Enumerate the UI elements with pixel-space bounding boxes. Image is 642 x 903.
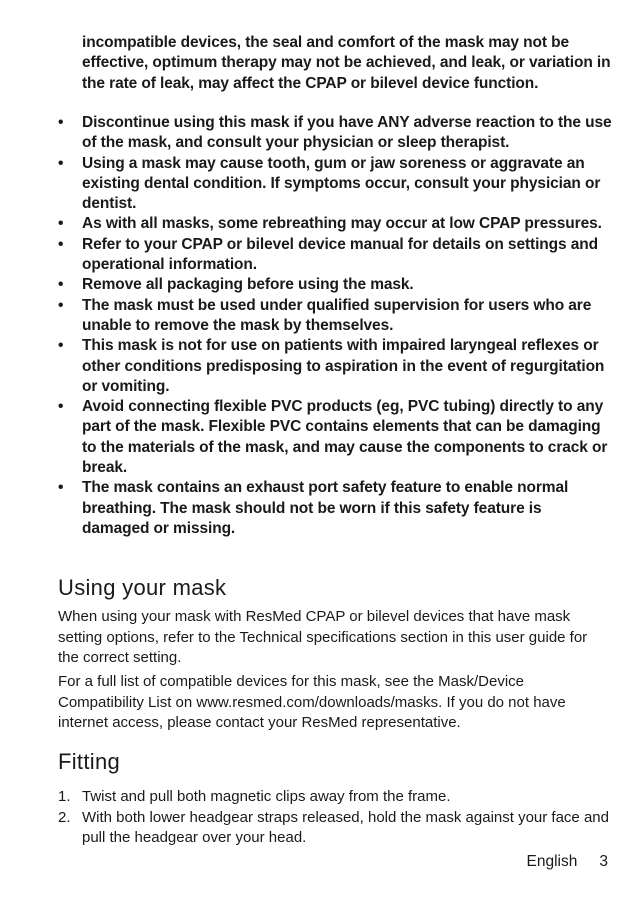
warning-text: The mask must be used under qualified supervision for users who are unable to remove the mask by themselves. [82,296,592,334]
warning-item [0,397,642,478]
bullet-icon: • [58,215,64,233]
fitting-heading: Fitting [58,749,121,774]
step-number: 2. [58,808,71,826]
warning-text: Discontinue using this mask if you have ANY adverse reaction to the use of the mask, and consult your physician or sleep therapist. [82,114,612,152]
warning-text: As with all masks, some rebreathing may occur at low CPAP pressures. [82,215,602,233]
warning-item [0,154,642,215]
bullet-icon: • [58,235,64,253]
using-mask-heading: Using your mask [58,575,227,600]
warning-item [0,336,642,397]
fitting-steps [0,787,642,849]
warning-text: Using a mask may cause tooth, gum or jaw soreness or aggravate an existing dental condition. If symptoms occur, consult your physician or dentist. [82,154,601,213]
bullet-icon: • [58,276,64,294]
warning-text: Remove all packaging before using the mask. [82,276,414,294]
warning-item [0,214,642,234]
bullet-icon: • [58,154,64,172]
warning-item [0,296,642,337]
warning-item [0,275,642,295]
page-number: 3 [599,853,608,870]
bullet-icon: • [58,337,64,355]
step-text: Twist and pull both magnetic clips away from the frame. [82,788,451,805]
step-text: With both lower headgear straps released, hold the mask against your face and pull the headgear over your head. [82,808,609,846]
compatibility-paragraph: For a full list of compatible devices for this mask, see the Mask/Device Compatibility List on www.resmed.com/downloads/masks. If you do not have internet access, please contact your ResMed representative. [58,673,566,731]
warning-continuation: incompatible devices, the seal and comfort of the mask may not be effective, optimum therapy may not be achieved, and leak, or variation in the rate of leak, may affect the CPAP or bilevel device function. [82,34,611,92]
bullet-icon: • [58,479,64,497]
step-number: 1. [58,788,71,805]
warning-text: Refer to your CPAP or bilevel device manual for details on settings and operational information. [82,235,599,274]
warning-text: Avoid connecting flexible PVC products (eg, PVC tubing) directly to any part of the mask. Flexible PVC contains elements that can be damaging to the materials of the mask, and may cause the components to crack or break. [82,398,608,477]
footer-language: English [526,853,578,870]
warning-item [0,235,642,276]
warning-item [0,113,642,154]
warning-text: The mask contains an exhaust port safety feature to enable normal breathing. The mask should not be worn if this safety feature is damaged or missing. [82,479,569,537]
bullet-icon: • [58,398,64,416]
warnings-list [0,113,642,539]
page-footer [527,852,608,872]
fitting-step [0,787,642,808]
fitting-step [0,808,642,849]
bullet-icon: • [58,296,64,314]
bullet-icon: • [58,114,64,131]
using-paragraph: When using your mask with ResMed CPAP or bilevel devices that have mask setting options, refer to the Technical specifications section in this user guide for the correct setting. [58,608,588,666]
warning-item [0,478,642,539]
warning-text: This mask is not for use on patients with impaired laryngeal reflexes or other conditions predisposing to aspiration in the event of regurgitation or vomiting. [82,337,605,395]
